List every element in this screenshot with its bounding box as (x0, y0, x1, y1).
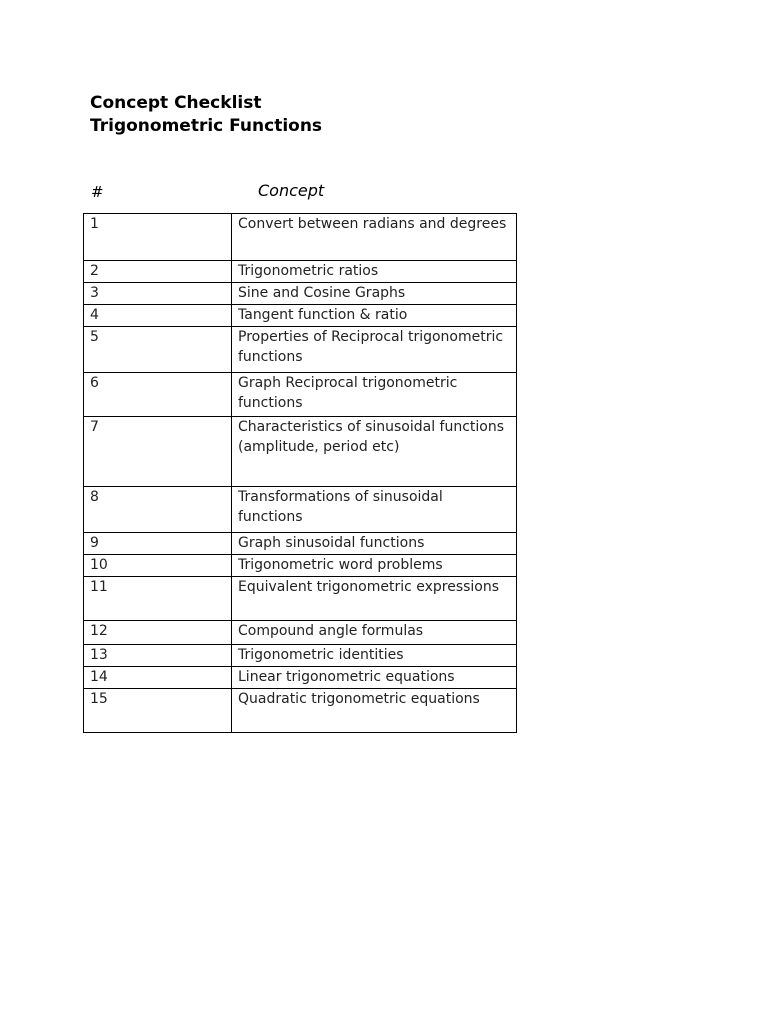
row-number: 2 (84, 261, 232, 283)
row-number: 13 (84, 645, 232, 667)
table-row (84, 621, 517, 645)
title-line-checklist: Concept Checklist (90, 93, 262, 113)
table-row (84, 214, 517, 261)
row-concept: Graph Reciprocal trigonometric functions (232, 373, 517, 417)
row-number: 15 (84, 689, 232, 733)
table-row (84, 261, 517, 283)
row-number: 9 (84, 533, 232, 555)
row-concept: Convert between radians and degrees (232, 214, 517, 261)
table-row (84, 487, 517, 533)
row-concept: Trigonometric word problems (232, 555, 517, 577)
row-number: 14 (84, 667, 232, 689)
row-concept: Transformations of sinusoidal functions (232, 487, 517, 533)
table-row (84, 533, 517, 555)
row-number: 8 (84, 487, 232, 533)
row-number: 3 (84, 283, 232, 305)
row-number: 4 (84, 305, 232, 327)
row-concept: Graph sinusoidal functions (232, 533, 517, 555)
table-row (84, 327, 517, 373)
row-concept: Equivalent trigonometric expressions (232, 577, 517, 621)
title-line-subject: Trigonometric Functions (90, 116, 323, 136)
concept-table (83, 213, 517, 733)
row-number: 5 (84, 327, 232, 373)
row-number: 1 (84, 214, 232, 261)
table-row (84, 667, 517, 689)
row-concept: Compound angle formulas (232, 621, 517, 645)
table-row (84, 577, 517, 621)
row-number: 11 (84, 577, 232, 621)
row-concept: Tangent function & ratio (232, 305, 517, 327)
row-concept: Sine and Cosine Graphs (232, 283, 517, 305)
row-concept: Characteristics of sinusoidal functions (amplitude, period etc) (232, 417, 517, 487)
table-row (84, 373, 517, 417)
column-header-number: # (91, 183, 104, 201)
row-concept: Linear trigonometric equations (232, 667, 517, 689)
table-row (84, 283, 517, 305)
row-number: 10 (84, 555, 232, 577)
column-header-concept: Concept (258, 181, 325, 200)
table-row (84, 305, 517, 327)
page-title (90, 92, 322, 138)
table-row (84, 645, 517, 667)
table-row (84, 555, 517, 577)
row-number: 12 (84, 621, 232, 645)
row-number: 6 (84, 373, 232, 417)
row-concept: Quadratic trigonometric equations (232, 689, 517, 733)
row-concept: Trigonometric identities (232, 645, 517, 667)
row-concept: Properties of Reciprocal trigonometric functions (232, 327, 517, 373)
table-row (84, 417, 517, 487)
table-row (84, 689, 517, 733)
row-number: 7 (84, 417, 232, 487)
row-concept: Trigonometric ratios (232, 261, 517, 283)
